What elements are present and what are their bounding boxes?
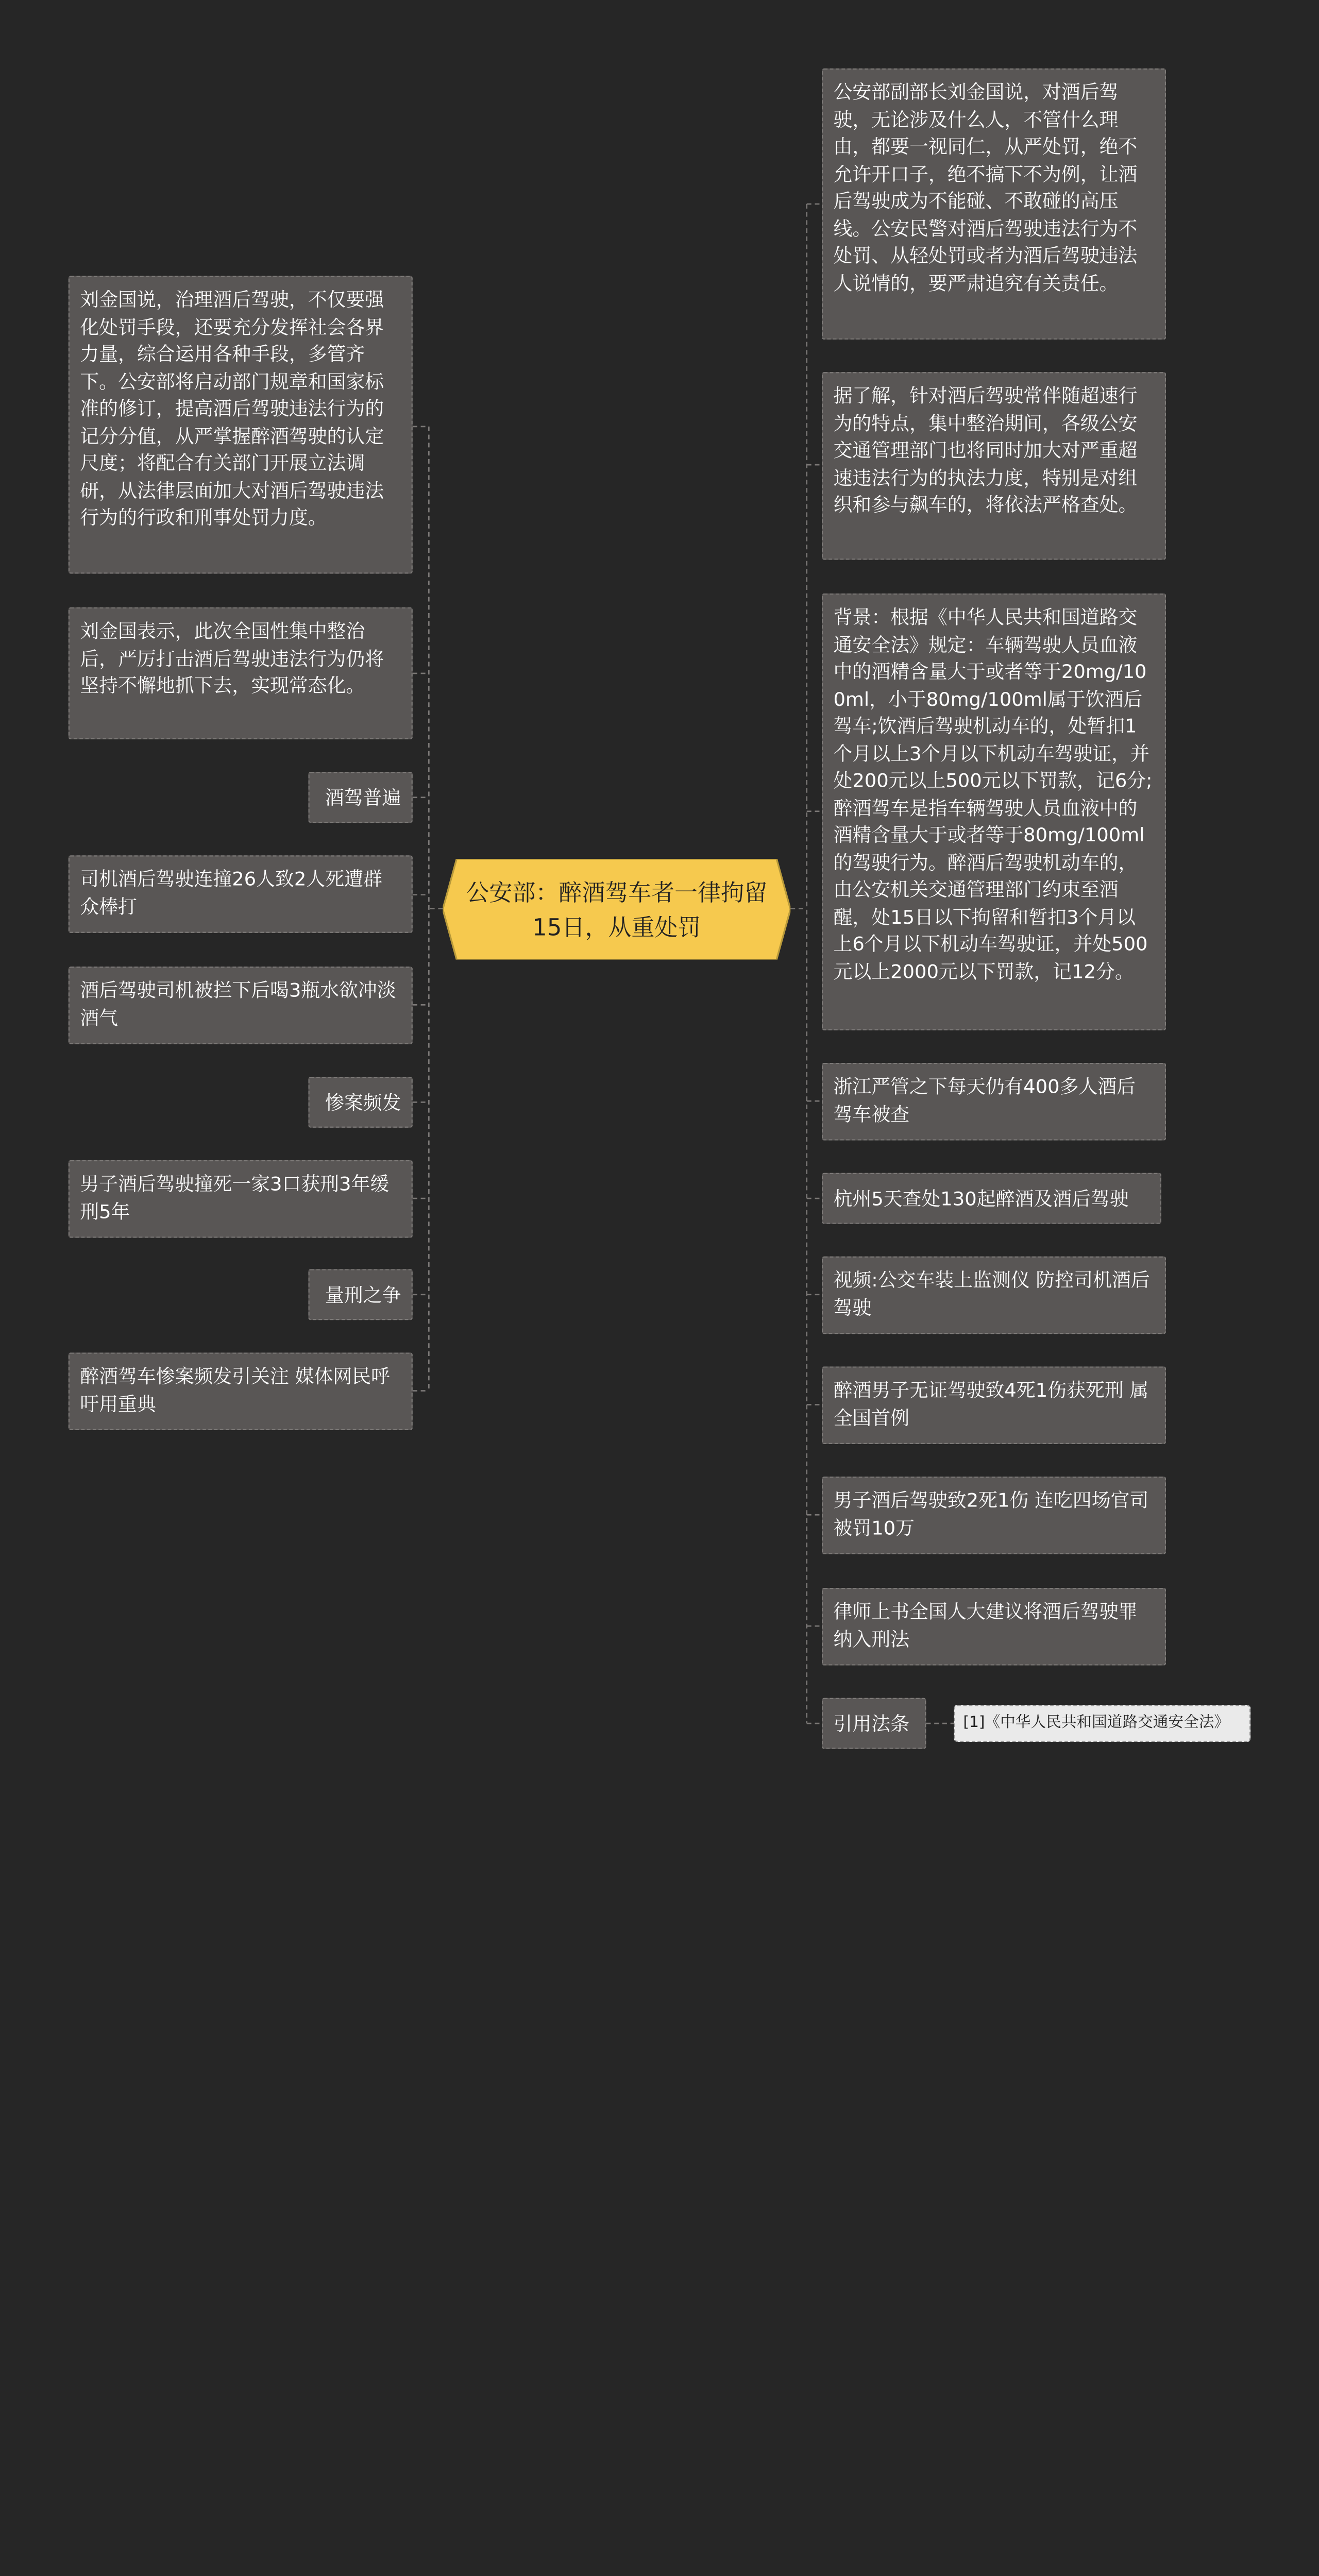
- left-node-3[interactable]: 酒驾普遍: [308, 772, 412, 823]
- left-node-5[interactable]: 酒后驾驶司机被拦下后喝3瓶水欲冲淡酒气: [69, 967, 413, 1044]
- right-node-2[interactable]: 据了解，针对酒后驾驶常伴随超速行为的特点，集中整治期间，各级公安交通管理部门也将同时加大对严重超速违法行为的执法力度，特别是对组织和参与飙车的，将依法严格查处。: [822, 372, 1166, 560]
- center-topic-label: 公安部：醉酒驾车者一律拘留15日，从重处罚: [466, 878, 768, 941]
- left-node-4[interactable]: 司机酒后驾驶连撞26人致2人死遭群众棒打: [69, 855, 413, 933]
- right-node-8[interactable]: 男子酒后驾驶致2死1伤 连吃四场官司被罚10万: [822, 1477, 1166, 1554]
- right-node-5[interactable]: 杭州5天查处130起醉酒及酒后驾驶: [822, 1173, 1161, 1224]
- right-node-9[interactable]: 律师上书全国人大建议将酒后驾驶罪纳入刑法: [822, 1588, 1166, 1666]
- left-node-7[interactable]: 男子酒后驾驶撞死一家3口获刑3年缓刑5年: [69, 1160, 413, 1238]
- center-topic[interactable]: [443, 859, 790, 960]
- right-node-7[interactable]: 醉酒男子无证驾驶致4死1伤获死刑 属全国首例: [822, 1366, 1166, 1444]
- reference-leaf[interactable]: [1]《中华人民共和国道路交通安全法》: [954, 1705, 1250, 1742]
- right-node-4[interactable]: 浙江严管之下每天仍有400多人酒后驾车被查: [822, 1063, 1166, 1141]
- right-node-6[interactable]: 视频:公交车装上监测仪 防控司机酒后驾驶: [822, 1257, 1166, 1334]
- right-node-3[interactable]: 背景：根据《中华人民共和国道路交通安全法》规定：车辆驾驶人员血液中的酒精含量大于或者等于20mg/100ml，小于80mg/100ml属于饮酒后驾车;饮酒后驾驶机动车的，处暂扣1个月以上3个月以下机动车驾驶证，并处200元以上500元以下罚款，记6分;醉酒驾车是指车辆驾驶人员血液中的酒精含量大于或者等于80mg/100ml的驾驶行为。醉酒后驾驶机动车的，由公安机关交通管理部门约束至酒醒，处15日以下拘留和暂扣3个月以上6个月以下机动车驾驶证，并处500元以上2000元以下罚款，记12分。: [822, 594, 1166, 1030]
- left-node-9[interactable]: 醉酒驾车惨案频发引关注 媒体网民呼吁用重典: [69, 1352, 413, 1430]
- right-node-10[interactable]: 引用法条: [822, 1698, 926, 1749]
- left-node-6[interactable]: 惨案频发: [308, 1077, 412, 1128]
- right-node-1[interactable]: 公安部副部长刘金国说，对酒后驾驶，无论涉及什么人，不管什么理由，都要一视同仁，从严处罚，绝不允许开口子，绝不搞下不为例，让酒后驾驶成为不能碰、不敢碰的高压线。公安民警对酒后驾驶违法行为不处罚、从轻处罚或者为酒后驾驶违法人说情的，要严肃追究有关责任。: [822, 69, 1166, 340]
- left-node-2[interactable]: 刘金国表示，此次全国性集中整治后，严厉打击酒后驾驶违法行为仍将坚持不懈地抓下去，实现常态化。: [69, 607, 413, 739]
- left-node-1[interactable]: 刘金国说，治理酒后驾驶，不仅要强化处罚手段，还要充分发挥社会各界力量，综合运用各种手段，多管齐下。公安部将启动部门规章和国家标准的修订，提高酒后驾驶违法行为的记分分值，从严掌握醉酒驾驶的认定尺度；将配合有关部门开展立法调研，从法律层面加大对酒后驾驶违法行为的行政和刑事处罚力度。: [69, 276, 413, 573]
- left-node-8[interactable]: 量刑之争: [308, 1269, 412, 1320]
